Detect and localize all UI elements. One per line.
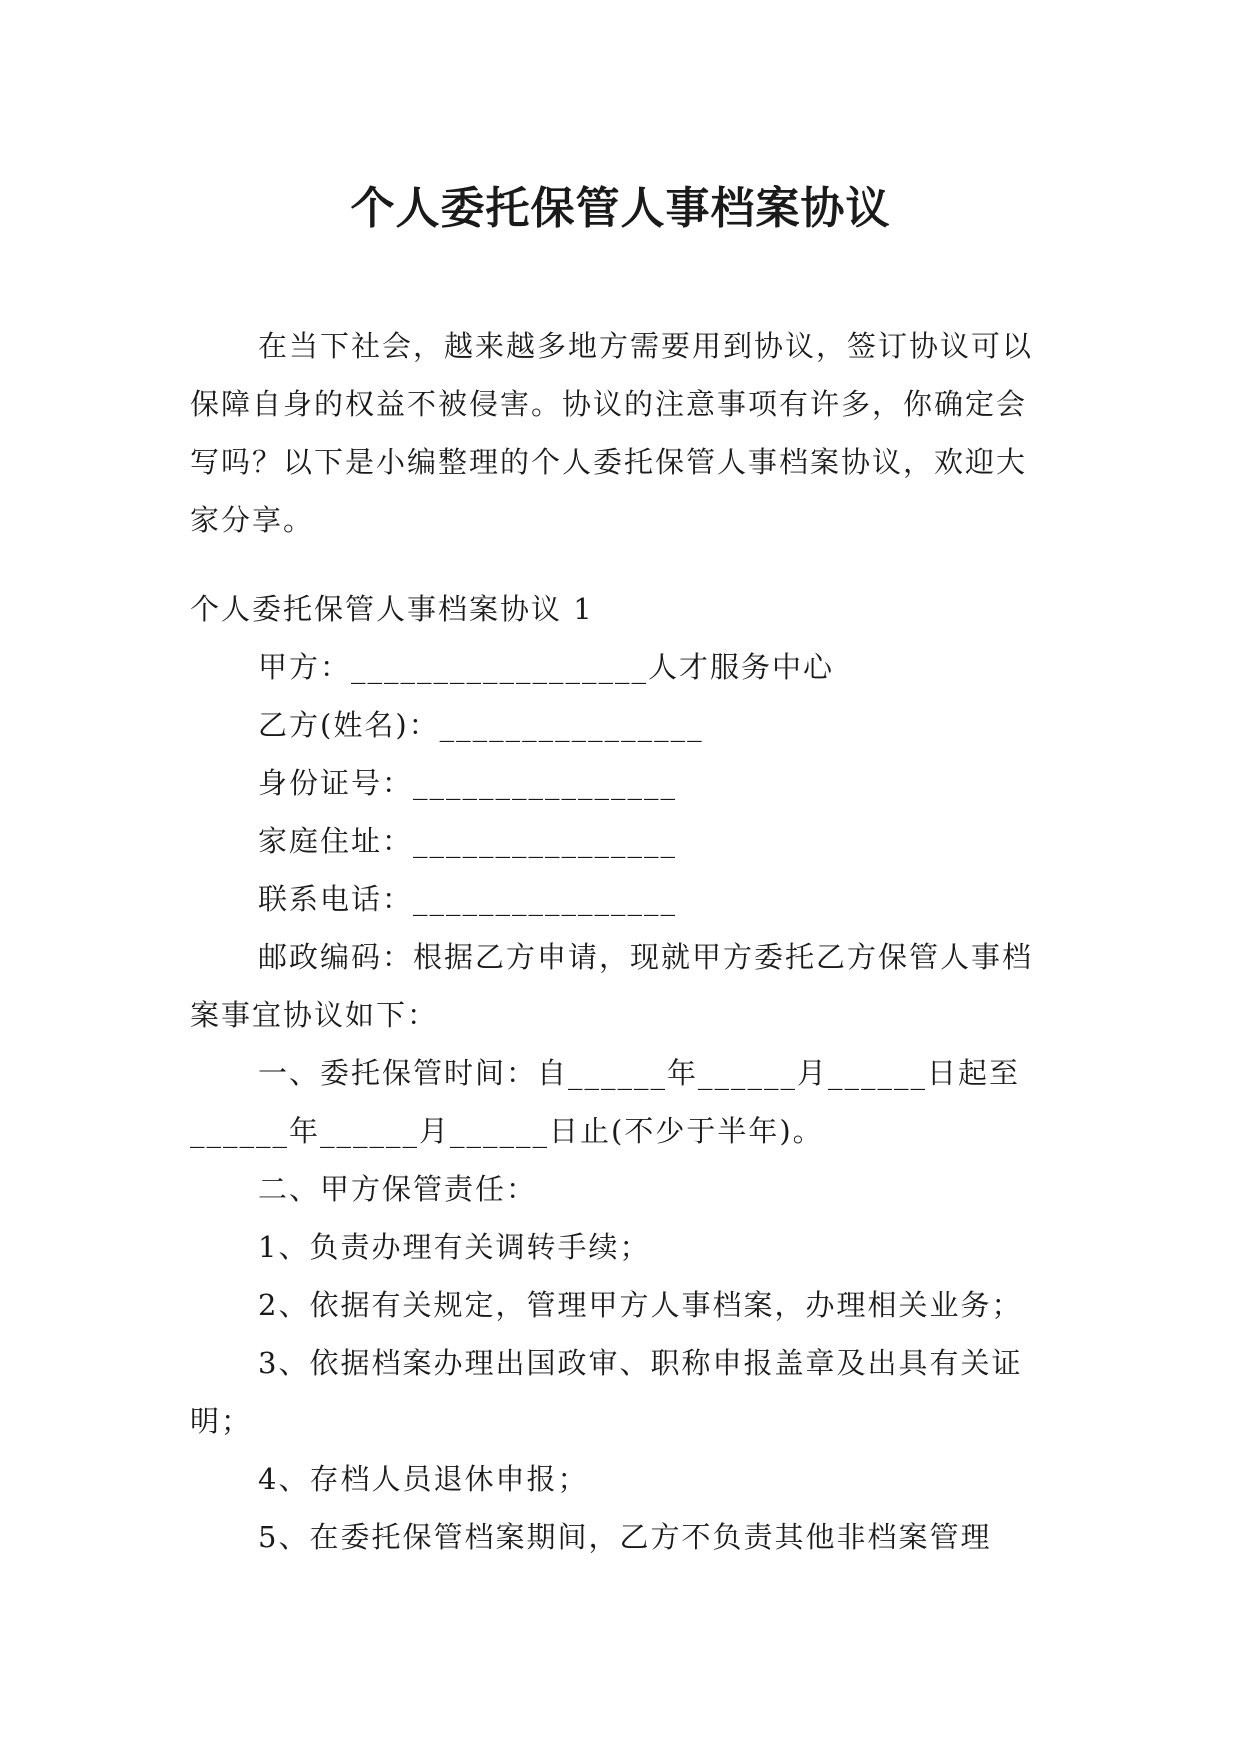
list-item-2: 2、依据有关规定，管理甲方人事档案，办理相关业务；: [258, 1288, 1023, 1322]
party-a-line: 甲方：__________________人才服务中心: [258, 650, 835, 684]
party-b-line: 乙方(姓名)：________________: [258, 708, 704, 742]
address-line: 家庭住址：________________: [258, 824, 678, 858]
phone-line: 联系电话：________________: [258, 882, 678, 916]
clause-2: 二、甲方保管责任：: [258, 1172, 538, 1206]
document-title: 个人委托保管人事档案协议: [350, 183, 891, 235]
postal-paragraph: 邮政编码：根据乙方申请，现就甲方委托乙方保管人事档案事宜协议如下：: [190, 940, 1034, 1032]
intro-paragraph: 在当下社会，越来越多地方需要用到协议，签订协议可以保障自身的权益不被侵害。协议的注意事项有许多，你确定会写吗？以下是小编整理的个人委托保管人事档案协议，欢迎大家分享。: [190, 329, 1034, 537]
list-item-5: 5、在委托保管档案期间，乙方不负责其他非档案管理: [258, 1520, 992, 1554]
section-heading: 个人委托保管人事档案协议 1: [190, 592, 594, 626]
id-number-line: 身份证号：________________: [258, 766, 678, 800]
clause-1: 一、委托保管时间：自______年______月______日起至______年______月______日止(不少于半年)。: [190, 1056, 1021, 1148]
list-item-4: 4、存档人员退休申报；: [258, 1462, 589, 1496]
agreement-section: [190, 580, 1050, 1566]
list-item-1: 1、负责办理有关调转手续；: [258, 1230, 651, 1264]
list-item-3: 3、依据档案办理出国政审、职称申报盖章及出具有关证明；: [190, 1346, 1023, 1438]
